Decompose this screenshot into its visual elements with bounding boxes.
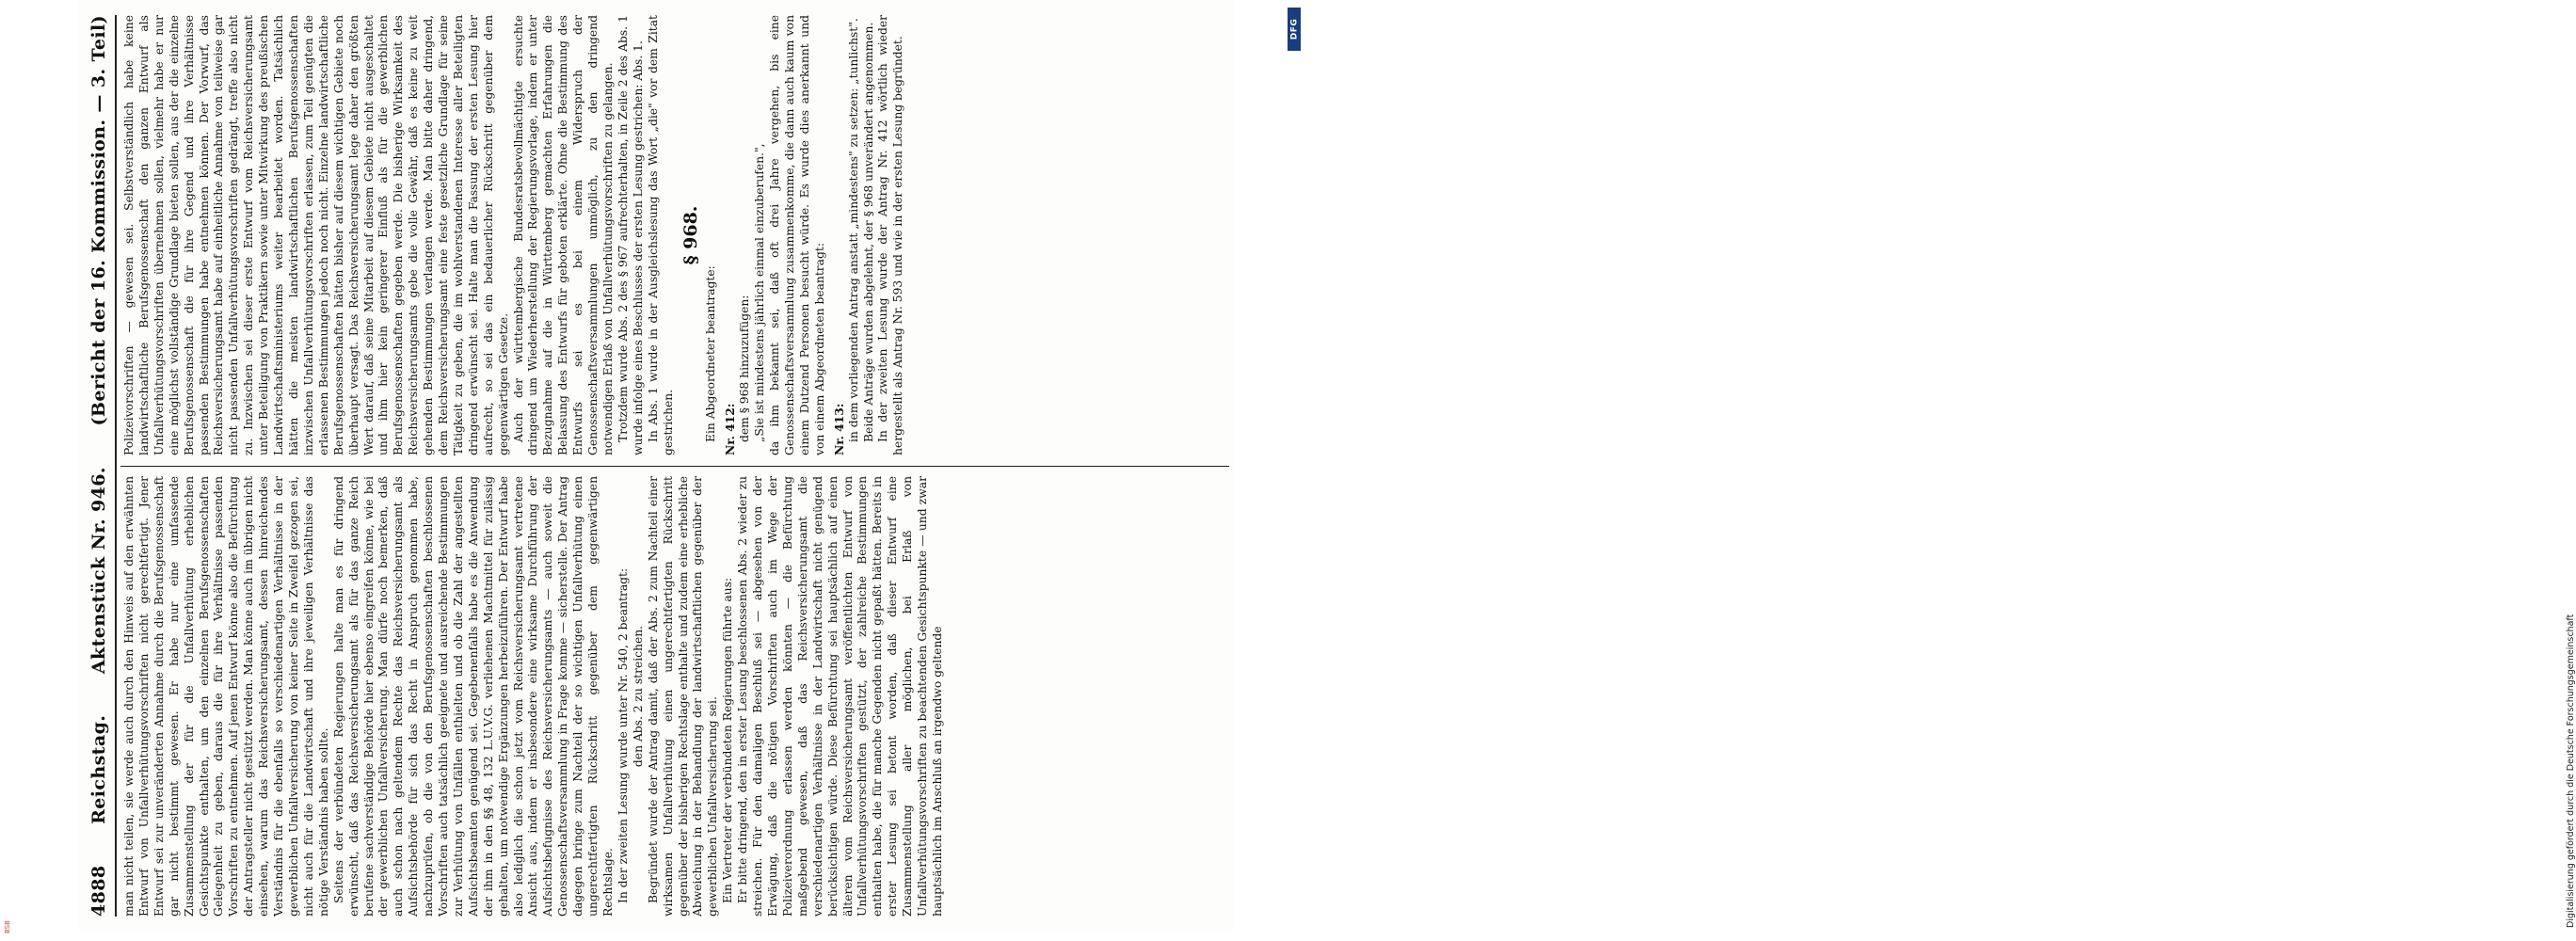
left-column-paragraph: Ein Vertreter der verbündeten Regierungen führte aus: xyxy=(721,577,735,903)
left-column-paragraph: man nicht teilen, sie werde auch durch den Hinweis auf den erwähnten Entwurf von Unfallverhütungsvorschriften nicht gerechtfertigt. Jener Entwurf sei zur unveränderten Annahme durch die Berufsgenossenschaft gar nicht bestimmt gewesen. Er habe nur eine umfassende Zusammenstellung der für die Unfallverhütung erheblichen Gesichtspunkte enthalten, um den einzelnen Berufsgenossenschaften Gelegenheit zu geben, daraus die für ihre Verhältnisse passenden Vorschriften zu entnehmen. Auf jenen Entwurf könne also die Befürchtung der Antragsteller nicht gestützt werden. Man könne auch im übrigen nicht einsehen, warum das Reichsversicherungsamt, dessen hinreichendes Verständnis für die ebenfalls so verschiedenartigen Verhältnisse in der gewerblichen Unfallversicherung von keiner Seite in Zweifel gezogen sei, nicht auch für die Landwirtschaft und ihre jeweiligen Verhältnisse das nötige Verständnis haben sollte. xyxy=(122,476,330,917)
right-column-paragraph: da ihm bekannt sei, daß oft drei Jahre vergehen, bis eine Genossenschaftsversammlung zusammenkomme, die dann auch kaum von einem Dutzend Personen besucht würde. Es wurde dies anerkannt und von einem Abgeordneten beantragt: xyxy=(768,15,826,455)
left-column-paragraph: Er bitte dringend, den in erster Lesung beschlossenen Abs. 2 wieder zu streichen. Für den damaligen Beschluß sei — abgesehen von der Erwägung, daß die nötigen Vorschriften auch im Wege der Polizeiverordnung erlassen werden könnten — die Befürchtung maßgebend gewesen, daß das Reichsversicherungsamt die verschiedenartigen Verhältnisse in der Landwirtschaft nicht genügend berücksichtigen würde. Diese Befürchtung sei hauptsächlich auf einen älteren vom Reichsversicherungsamt veröffentlichten Entwurf von Unfallverhütungsvorschriften gestützt, der zahlreiche Bestimmungen enthalten habe, die für manche Gegenden nicht gepaßt hätten. Bereits in erster Lesung sei betont worden, daß dieser Entwurf eine Zusammenstellung aller möglichen, bei Erlaß von Unfallverhütungsvorschriften zu beachtenden Gesichtspunkte — und zwar hauptsächlich im Anschluß an irgendwo geltende xyxy=(736,476,944,917)
column-divider xyxy=(120,466,1229,467)
head-center: Aktenstück Nr. 946. xyxy=(88,467,109,675)
stamp-text: BSB xyxy=(4,920,11,933)
head-right: (Bericht der 16. Kommission. — 3. Teil) xyxy=(88,15,109,426)
right-column-paragraph: In Abs. 1 wurde in der Ausgleichslesung das Wort „die" vor dem Zitat gestrichen. xyxy=(646,15,675,455)
running-head xyxy=(81,15,109,917)
left-column-paragraph: Begründet wurde der Antrag damit, daß der Abs. 2 zum Nachteil einer wirksamen Unfallverhütung einen ungerechtfertigten Rückschritt gegenüber der bisherigen Rechtslage enthalte und zudem eine erhebliche Abweichung in der Behandlung der landwirtschaftlichen gegenüber der gewerblichen Unfallversicherung sei. xyxy=(646,476,720,917)
right-column-paragraph: Ein Abgeordneter beantragte: xyxy=(704,265,718,442)
right-column-paragraph: In der zweiten Lesung wurde der Antrag Nr. 412 wörtlich wieder hergestellt als Antrag Nr. 593 und wie in der ersten Lesung begründet. xyxy=(876,15,905,455)
right-column-paragraph: Trotzdem wurde Abs. 2 des § 967 aufrechterhalten, in Zeile 2 des Abs. 1 wurde infolge eines Beschlusses der ersten Lesung gestrichen: Abs. 1. xyxy=(616,15,645,455)
credit-text: Digitalisierung gefördert durch die Deutsche Forschungsgemeinschaft xyxy=(2566,614,2576,928)
right-column-paragraph: Auch der württembergische Bundesratsbevollmächtigte ersuchte dringend um Wiederherstellung der Regierungsvorlage, indem er unter Bezugnahme auf die in Württemberg gemachten Erfahrungen die Belassung des Entwurfs für geboten erklärte. Ohne die Bestimmung des Entwurfs sei es bei einem Widerspruch der Genossenschaftsversammlungen unmöglich, zu den dringend notwendigen Erlaß von Unfallverhütungsvorschriften zu gelangen. xyxy=(511,15,615,455)
right-column xyxy=(122,15,1229,455)
right-column-paragraph: Beide Anträge wurden abgelehnt, der § 968 unverändert angenommen. xyxy=(861,22,875,442)
head-left: Reichstag. xyxy=(88,714,109,824)
right-column-paragraph: § 968. xyxy=(680,205,701,265)
scanned-page xyxy=(77,0,1235,932)
left-column-paragraph: den Abs. 2 zu streichen. xyxy=(631,625,645,768)
left-column-paragraph: In der zweiten Lesung wurde unter Nr. 540, 2 beantragt: xyxy=(616,567,630,903)
sidebar-credit xyxy=(1282,6,2576,935)
right-column-paragraph: Polizeivorschriften — gewesen sei. Selbstverständlich habe keine landwirtschaftliche Berufsgenossenschaft den ganzen Entwurf als Unfallverhütungsvorschriften übernehmen sollen, vielmehr habe er nur eine möglichst vollständige Grundlage bieten sollen, aus der die einzelne Berufsgenossenschaft die für ihre Gegend und ihre Verhältnisse passenden Bestimmungen habe entnehmen können. Der Vorwurf, das Reichsversicherungsamt habe auf einheitliche Annahme von teilweise gar nicht passenden Unfallverhütungsvorschriften gedrängt, treffe also nicht zu. Inzwischen sei dieser erste Entwurf vom Reichsversicherungsamt unter Beteiligung von Praktikern sowie unter Mitwirkung des preußischen Landwirtschaftsministeriums weiter bearbeitet worden. Tatsächlich hätten die meisten landwirtschaftlichen Berufsgenossenschaften inzwischen Unfallverhütungsvorschriften erlassen, zum Teil genügten die erlassenen Bestimmungen jedoch noch nicht. Einzelne landwirtschaftliche Berufsgenossenschaften hätten bisher auf diesem wichtigen Gebiete noch überhaupt versagt. Das Reichsversicherungsamt lege daher den größten Wert darauf, daß seine Mitarbeit auf diesem Gebiete nicht ausgeschaltet und ihm hier kein geringerer Einfluß als für die gewerblichen Berufsgenossenschaften gegeben werde. Die bisherige Wirksamkeit des Reichsversicherungsamts gebe die volle Gewähr, daß es keine zu weit gehenden Bestimmungen verlangen werde. Man bitte daher dringend, dem Reichsversicherungsamt eine feste gesetzliche Grundlage für seine Tätigkeit zu geben, die im wohlverstandenen Interesse aller Beteiligten dringend erwünscht sei. Halte man die Fassung der ersten Lesung hier aufrecht, so sei das ein bedauerlicher Rückschritt gegenüber dem gegenwärtigen Gesetze. xyxy=(122,15,510,455)
right-column-paragraph: Nr. 413: xyxy=(831,403,846,455)
library-stamp xyxy=(4,913,13,937)
header-rule xyxy=(115,15,117,917)
left-column xyxy=(122,476,1229,917)
right-column-paragraph: Nr. 412: xyxy=(723,403,738,455)
left-column-paragraph: Seitens der verbündeten Regierungen halte man es für dringend erwünscht, daß das Reichsversicherungsamt als für das ganze Reich berufene sachverständige Behörde hier ebenso eingreifen könne, wie bei der gewerblichen Unfallversicherung. Man dürfe noch bemerken, daß auch schon nach geltendem Rechte das Reichsversicherungsamt als Aufsichtsbehörde für sich das Recht in Anspruch genommen habe, nachzuprüfen, ob die von den Berufsgenossenschaften beschlossenen Vorschriften auch tatsächlich geeignete und ausreichende Bestimmungen zur Verhütung von Unfällen enthielten und ob die Zahl der angestellten Aufsichtsbeamten genügend sei. Gegebenenfalls habe es die Anwendung der ihm in den §§ 48, 132 L.U.V.G. verliehenen Machtmittel für zulässig gehalten, um notwendige Ergänzungen herbeizuführen. Der Entwurf habe also lediglich die schon jetzt vom Reichsversicherungsamt vertretene Ansicht aus, indem er insbesondere eine wirksame Durchführung der Aufsichtsbefugnisse des Reichsversicherungsamts — auch soweit die Genossenschaftsversammlung in Frage komme — sicherstelle. Der Antrag dagegen bringe zum Nachteil der so wichtigen Unfallverhütung einen ungerechtfertigten Rückschritt gegenüber dem gegenwärtigen Rechtslage. xyxy=(331,476,615,917)
right-column-paragraph: in dem vorliegenden Antrag anstatt „mindestens" zu setzen: „tunlichst". xyxy=(846,18,860,442)
right-column-paragraph: „Sie ist mindestens jährlich einmal einzuberufen.", xyxy=(753,143,767,442)
dfg-logo-text: DFG xyxy=(1289,18,1300,40)
right-column-paragraph: dem § 968 hinzuzufügen: xyxy=(738,295,752,442)
page-number: 4888 xyxy=(88,865,109,917)
